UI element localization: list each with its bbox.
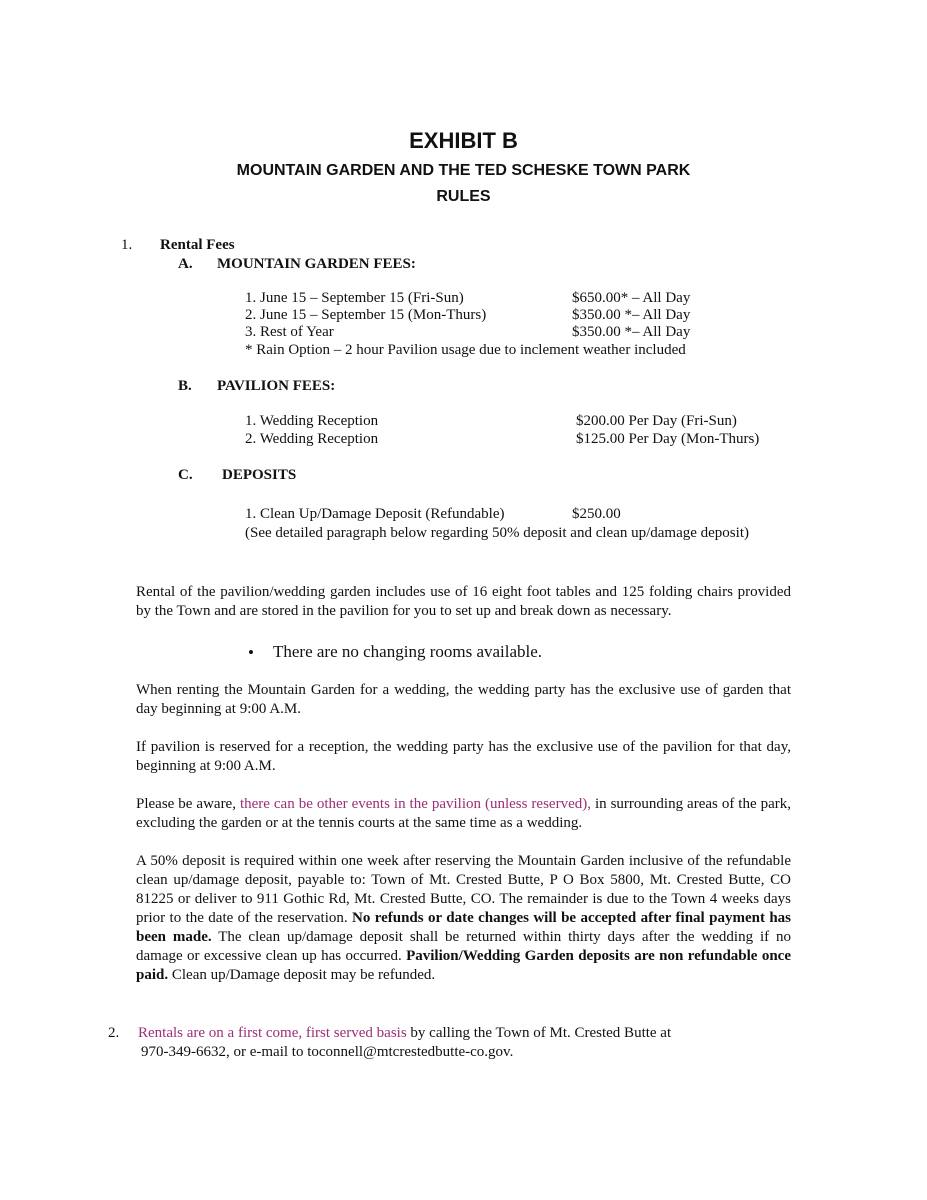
bullet-text: There are no changing rooms available.: [273, 642, 543, 661]
rain-option-note: * Rain Option – 2 hour Pavilion usage due to inclement weather included: [245, 342, 686, 358]
aware-text-2: in surrounding areas of the park, excluding the garden or at the tennis courts at the same time as a wedding.: [136, 796, 791, 831]
deposit-paragraph: [136, 852, 791, 985]
section-2-number: 2.: [108, 1025, 120, 1041]
fee-item-label: 1. Wedding Reception: [245, 413, 379, 429]
pavilion-paragraph: If pavilion is reserved for a reception, the wedding party has the exclusive use of the pavilion for that day, beginning at 9:00 A.M.: [136, 739, 791, 774]
page-title: EXHIBIT B: [409, 128, 518, 153]
deposit-text: A 50% deposit is required within one week after reserving the Mountain Garden inclusive of the refundable clean up/damage deposit, payable to: Town of Mt. Crested Butte, P O Box 5800, Mt. Crested Butte, CO 81225 or deliver to 911 Gothic Rd, Mt. Crested Butte, CO. The remainder is due to the Town 4 weeks days prior to the date of the reservation.: [136, 853, 791, 926]
section-b-heading: PAVILION FEES:: [217, 378, 336, 394]
section-2-text: by calling the Town of Mt. Crested Butte at: [406, 1025, 672, 1041]
page-subtitle-rules: RULES: [436, 188, 491, 205]
fee-item-label: 2. Wedding Reception: [245, 431, 379, 447]
deposit-bold-nonrefundable: Pavilion/Wedding Garden deposits are non refundable once paid.: [136, 948, 791, 983]
deposit-text-2: The clean up/damage deposit shall be returned within thirty days after the wedding if no damage or excessive clean up has occurred.: [136, 929, 791, 964]
fee-item-price: $200.00 Per Day (Fri-Sun): [576, 413, 737, 429]
section-c-letter: C.: [178, 467, 193, 483]
section-2-highlight: Rentals are on a first come, first served basis: [138, 1025, 407, 1041]
fee-item-label: 3. Rest of Year: [245, 324, 334, 340]
section-a-letter: A.: [178, 256, 193, 272]
fee-item-price: $350.00 *– All Day: [572, 307, 691, 323]
deposit-bold-refunds: No refunds or date changes will be accepted after final payment has been made.: [136, 910, 791, 945]
fee-item-price: $650.00* – All Day: [572, 290, 691, 306]
section-1-number: 1.: [121, 237, 133, 253]
section-1-heading: Rental Fees: [160, 237, 235, 253]
rental-paragraph: Rental of the pavilion/wedding garden includes use of 16 eight foot tables and 125 folding chairs provided by the Town and are stored in the pavilion for you to set up and break down as necessary.: [136, 584, 791, 619]
deposit-note: (See detailed paragraph below regarding 50% deposit and clean up/damage deposit): [245, 525, 749, 541]
deposit-text-3: Clean up/Damage deposit may be refunded.: [168, 967, 436, 983]
bullet-icon: •: [248, 643, 254, 662]
section-c-heading: DEPOSITS: [222, 467, 297, 483]
section-a-heading: MOUNTAIN GARDEN FEES:: [217, 256, 416, 272]
deposit-item-label: 1. Clean Up/Damage Deposit (Refundable): [245, 506, 505, 522]
fee-item-price: $125.00 Per Day (Mon-Thurs): [576, 431, 760, 447]
section-2-line-2: 970-349-6632, or e-mail to toconnell@mtcrestedbutte-co.gov.: [141, 1044, 514, 1060]
aware-text: Please be aware,: [136, 796, 240, 812]
section-2-line-1: [138, 1024, 671, 1043]
fee-item-price: $350.00 *– All Day: [572, 324, 691, 340]
garden-paragraph: When renting the Mountain Garden for a wedding, the wedding party has the exclusive use of garden that day beginning at 9:00 A.M.: [136, 682, 791, 717]
fee-item-label: 2. June 15 – September 15 (Mon-Thurs): [245, 307, 487, 323]
aware-highlight: there can be other events in the pavilion (unless reserved),: [239, 796, 591, 812]
fee-item-label: 1. June 15 – September 15 (Fri-Sun): [245, 290, 464, 306]
aware-paragraph: [136, 795, 791, 833]
page-subtitle: MOUNTAIN GARDEN AND THE TED SCHESKE TOWN PARK: [236, 162, 691, 179]
section-b-letter: B.: [178, 378, 192, 394]
deposit-item-price: $250.00: [572, 506, 621, 522]
